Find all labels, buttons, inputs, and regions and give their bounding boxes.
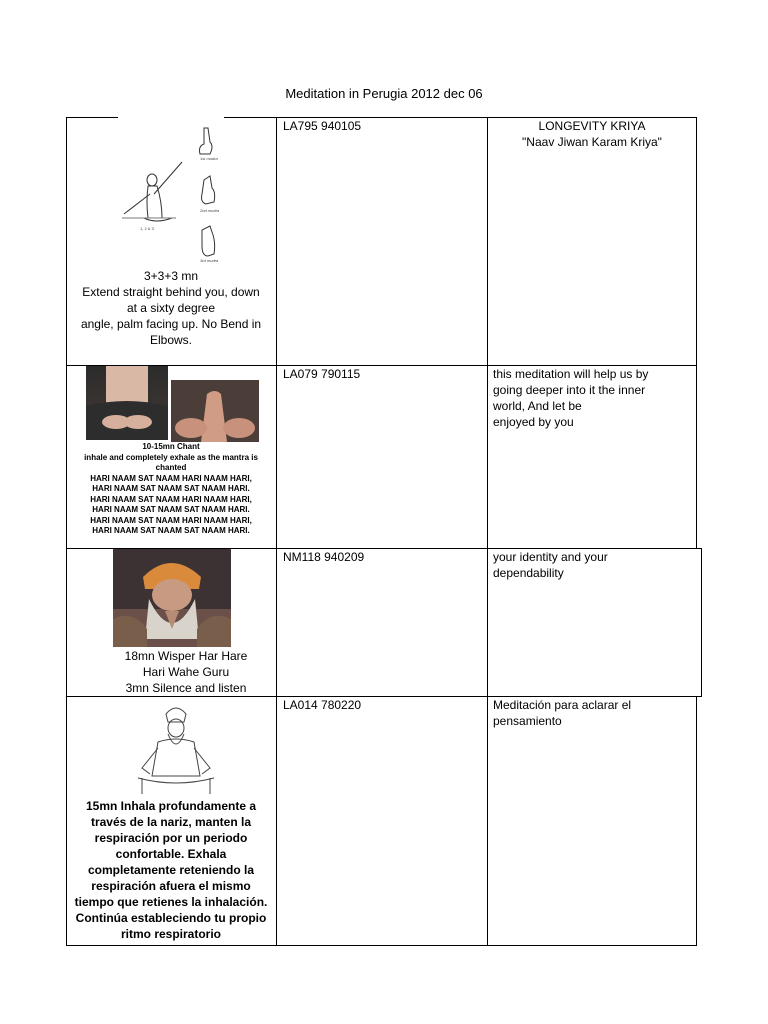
- meditation-description: Meditación para aclarar el pensamiento: [493, 698, 632, 728]
- yogi-photo: [113, 549, 231, 647]
- table-border-right: [701, 548, 702, 697]
- hands-photo-right: [171, 380, 259, 442]
- page-title: Meditation in Perugia 2012 dec 06: [285, 86, 483, 101]
- meditation-code: LA079 790115: [283, 367, 361, 381]
- table-border-left: [66, 117, 67, 946]
- meditation-code: LA795 940105: [283, 119, 362, 133]
- meditation-code: LA014 780220: [283, 698, 362, 712]
- meditation-description: this meditation will help us by going deeper into it the inner world, And let be enjoyed by you: [493, 367, 649, 429]
- instruction-text: 10-15mn Chant inhale and completely exhale as the mantra is chanted HARI NAAM SAT NAAM HARI NAAM HARI, HARI NAAM SAT NAAM SAT NAAM HARI. HARI NAAM SAT NAAM HARI NAAM HARI, HARI NAAM SAT NAAM SAT NAAM HARI. HARI NAAM SAT NAAM HARI NAAM HARI, HARI NAAM SAT NAAM SAT NAAM HARI.: [84, 442, 258, 535]
- table-border-right: [696, 117, 697, 548]
- instruction-text: 3+3+3 mn Extend straight behind you, down at a sixty degree angle, palm facing up. No Bend in Elbows.: [80, 269, 262, 347]
- seated-yogi-sketch: [128, 698, 220, 798]
- meditation-code: NM118 940209: [283, 550, 365, 564]
- instruction-text: 15mn Inhala profundamente a través de la nariz, manten la respiración por un periodo confortable. Exhala completamente reteniendo la respiración afuera el mismo tiempo que retienes la inhalación. Continúa estableciendo tu propio ritmo respiratorio: [74, 799, 268, 941]
- instruction-text: 18mn Wisper Har Hare Hari Wahe Guru 3mn Silence and listen: [124, 649, 248, 695]
- mudra-label: 1, 2 & 3: [140, 226, 154, 231]
- hands-photo-left: [86, 366, 168, 440]
- mudra-label: 2nd mudra: [200, 208, 220, 213]
- table-border-bottom: [66, 945, 697, 946]
- meditation-description: your identity and your dependability: [493, 550, 608, 580]
- column-divider: [487, 117, 488, 946]
- table-border-right: [696, 696, 697, 946]
- longevity-kriya-illustration: [118, 114, 224, 268]
- mudra-label: 1st mudra: [200, 156, 218, 161]
- column-divider: [276, 117, 277, 946]
- mudra-label: 3rd mudra: [200, 258, 219, 263]
- meditation-description: LONGEVITY KRIYA "Naav Jiwan Karam Kriya": [522, 119, 662, 149]
